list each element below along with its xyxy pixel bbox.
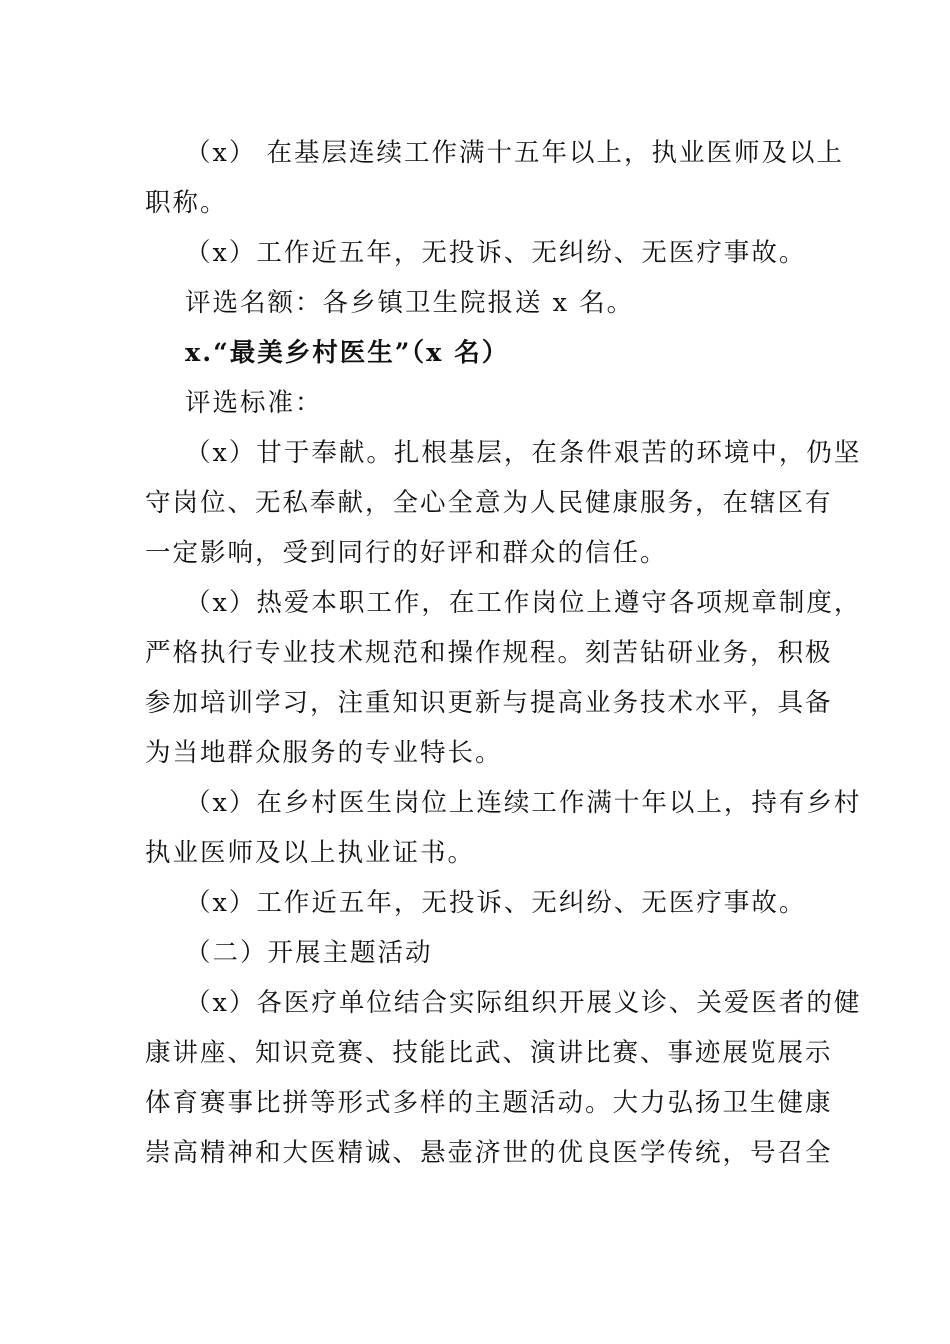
paragraph-line: 参加培训学习，注重知识更新与提高业务技术水平，具备 xyxy=(145,688,833,718)
paragraph-line: 职称。 xyxy=(145,188,228,218)
paragraph-line: 守岗位、无私奉献，全心全意为人民健康服务，在辖区有 xyxy=(145,488,833,518)
paragraph-line: 为当地群众服务的专业特长。 xyxy=(145,738,503,768)
paragraph-line: （x）在乡村医生岗位上连续工作满十年以上，持有乡村 xyxy=(185,788,862,818)
paragraph-line: （x）热爱本职工作，在工作岗位上遵守各项规章制度， xyxy=(185,588,862,618)
paragraph-line: 一定影响，受到同行的好评和群众的信任。 xyxy=(145,538,668,568)
paragraph-line: （x） 在基层连续工作满十五年以上，执业医师及以上 xyxy=(185,138,844,168)
paragraph-line: 体育赛事比拼等形式多样的主题活动。大力弘扬卫生健康 xyxy=(145,1088,833,1118)
paragraph-line: （x）各医疗单位结合实际组织开展义诊、关爱医者的健 xyxy=(185,988,862,1018)
paragraph-line: （x）工作近五年，无投诉、无纠纷、无医疗事故。 xyxy=(185,888,807,918)
paragraph-line: 严格执行专业技术规范和操作规程。刻苦钻研业务，积极 xyxy=(145,638,833,668)
section-heading: x.“最美乡村医生”（x 名） xyxy=(185,338,510,368)
paragraph-line: 评选名额：各乡镇卫生院报送 x 名。 xyxy=(185,288,635,318)
paragraph-line: 执业医师及以上执业证书。 xyxy=(145,838,476,868)
paragraph-line: （x）甘于奉献。扎根基层，在条件艰苦的环境中，仍坚 xyxy=(185,438,862,468)
paragraph-line: 评选标准： xyxy=(185,388,323,418)
paragraph-line: 康讲座、知识竞赛、技能比武、演讲比赛、事迹展览展示 xyxy=(145,1038,833,1068)
subsection-heading: （二）开展主题活动 xyxy=(185,938,433,968)
paragraph-line: 崇高精神和大医精诚、悬壶济世的优良医学传统，号召全 xyxy=(145,1138,833,1168)
paragraph-line: （x）工作近五年，无投诉、无纠纷、无医疗事故。 xyxy=(185,238,807,268)
